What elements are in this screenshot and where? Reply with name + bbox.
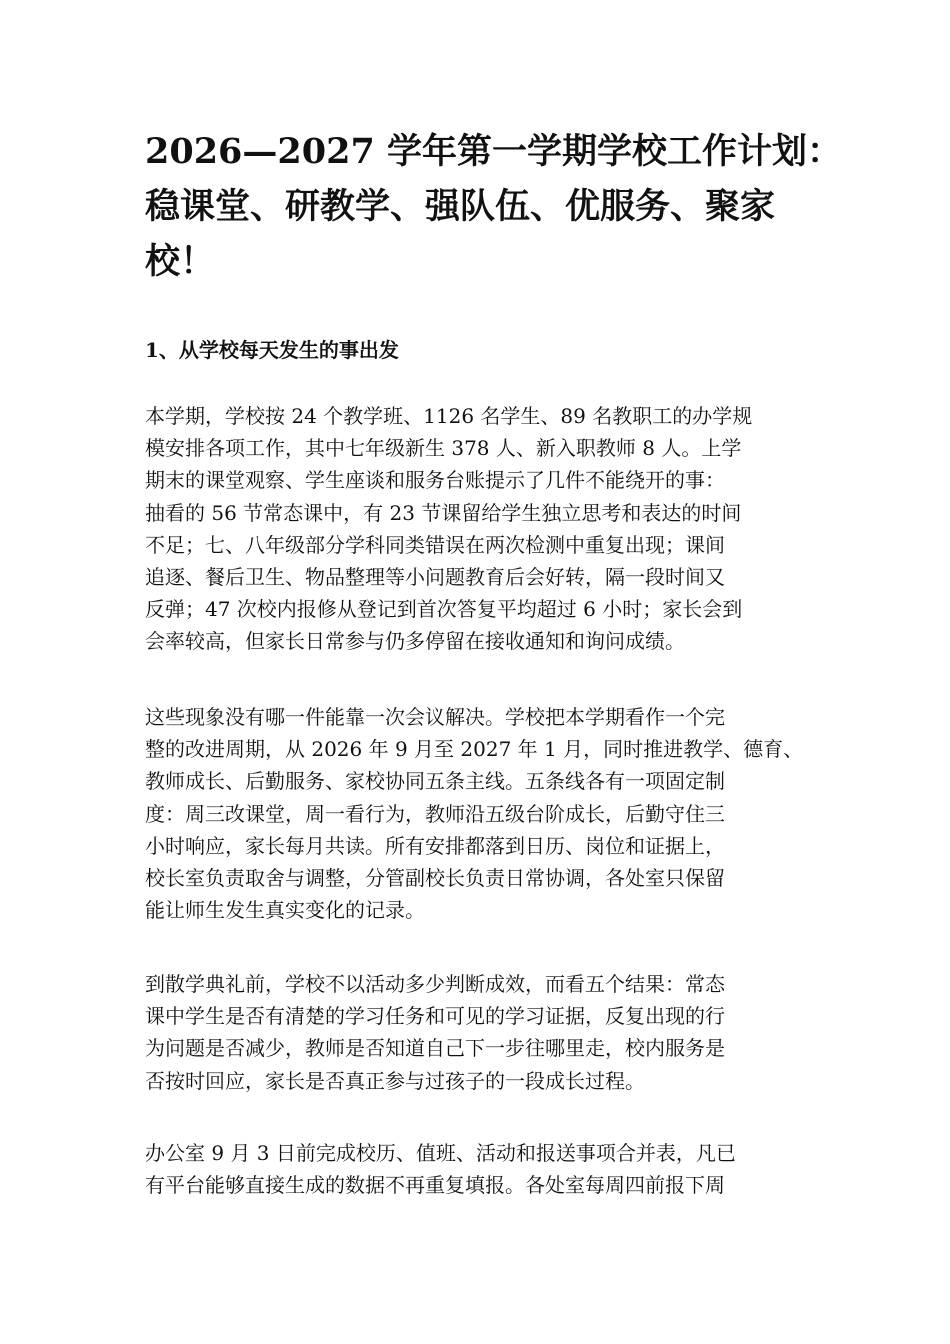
title-line: 稳课堂、研教学、强队伍、优服务、聚家: [145, 186, 776, 227]
paragraph-1: [145, 400, 825, 658]
paragraph-4: [145, 1137, 825, 1201]
paragraph-line: 小时响应，家长每月共读。所有安排都落到日历、岗位和证据上，: [145, 833, 725, 858]
paragraph-line: 会率较高，但家长日常参与仍多停留在接收通知和询问成绩。: [145, 629, 685, 654]
paragraph-line: 本学期，学校按 24 个教学班、1126 名学生、89 名教职工的办学规: [145, 404, 753, 428]
paragraph-line: 校长室负责取舍与调整，分管副校长负责日常协调，各处室只保留: [145, 866, 725, 891]
paragraph-2: [145, 701, 825, 926]
paragraph-line: 整的改进周期，从 2026 年 9 月至 2027 年 1 月，同时推进教学、德育、: [145, 737, 804, 762]
paragraph-line: 教师成长、后勤服务、家校协同五条主线。五条线各有一项固定制: [145, 769, 725, 794]
paragraph-line: 到散学典礼前，学校不以活动多少判断成效，而看五个结果：常态: [145, 972, 725, 996]
paragraph-line: 追逐、餐后卫生、物品整理等小问题教育后会好转，隔一段时间又: [145, 565, 725, 590]
paragraph-line: 这些现象没有哪一件能靠一次会议解决。学校把本学期看作一个完: [145, 705, 725, 729]
paragraph-line: 模安排各项工作，其中七年级新生 378 人、新入职教师 8 人。上学: [145, 436, 742, 461]
paragraph-3: [145, 968, 825, 1097]
paragraph-line: 抽看的 56 节常态课中，有 23 节课留给学生独立思考和表达的时间: [145, 500, 742, 525]
section-heading: 1、从学校每天发生的事出发: [145, 338, 399, 362]
title-line: 2026—2027 学年第一学期学校工作计划：: [145, 131, 843, 172]
document-title: [145, 124, 843, 289]
paragraph-line: 期末的课堂观察、学生座谈和服务台账提示了几件不能绕开的事：: [145, 468, 725, 493]
paragraph-line: 不足；七、八年级部分学科同类错误在两次检测中重复出现；课间: [145, 532, 725, 557]
paragraph-line: 反弹；47 次校内报修从登记到首次答复平均超过 6 小时；家长会到: [145, 597, 743, 622]
paragraph-line: 能让师生发生真实变化的记录。: [145, 898, 425, 923]
paragraph-line: 为问题是否减少，教师是否知道自己下一步往哪里走，校内服务是: [145, 1036, 725, 1061]
paragraph-line: 课中学生是否有清楚的学习任务和可见的学习证据，反复出现的行: [145, 1004, 725, 1029]
title-line: 校！: [145, 241, 216, 282]
paragraph-line: 度：周三改课堂，周一看行为，教师沿五级台阶成长，后勤守住三: [145, 801, 725, 826]
paragraph-line: 有平台能够直接生成的数据不再重复填报。各处室每周四前报下周: [145, 1173, 725, 1198]
paragraph-line: 办公室 9 月 3 日前完成校历、值班、活动和报送事项合并表，凡已: [145, 1141, 736, 1165]
paragraph-line: 否按时回应，家长是否真正参与过孩子的一段成长过程。: [145, 1068, 645, 1093]
